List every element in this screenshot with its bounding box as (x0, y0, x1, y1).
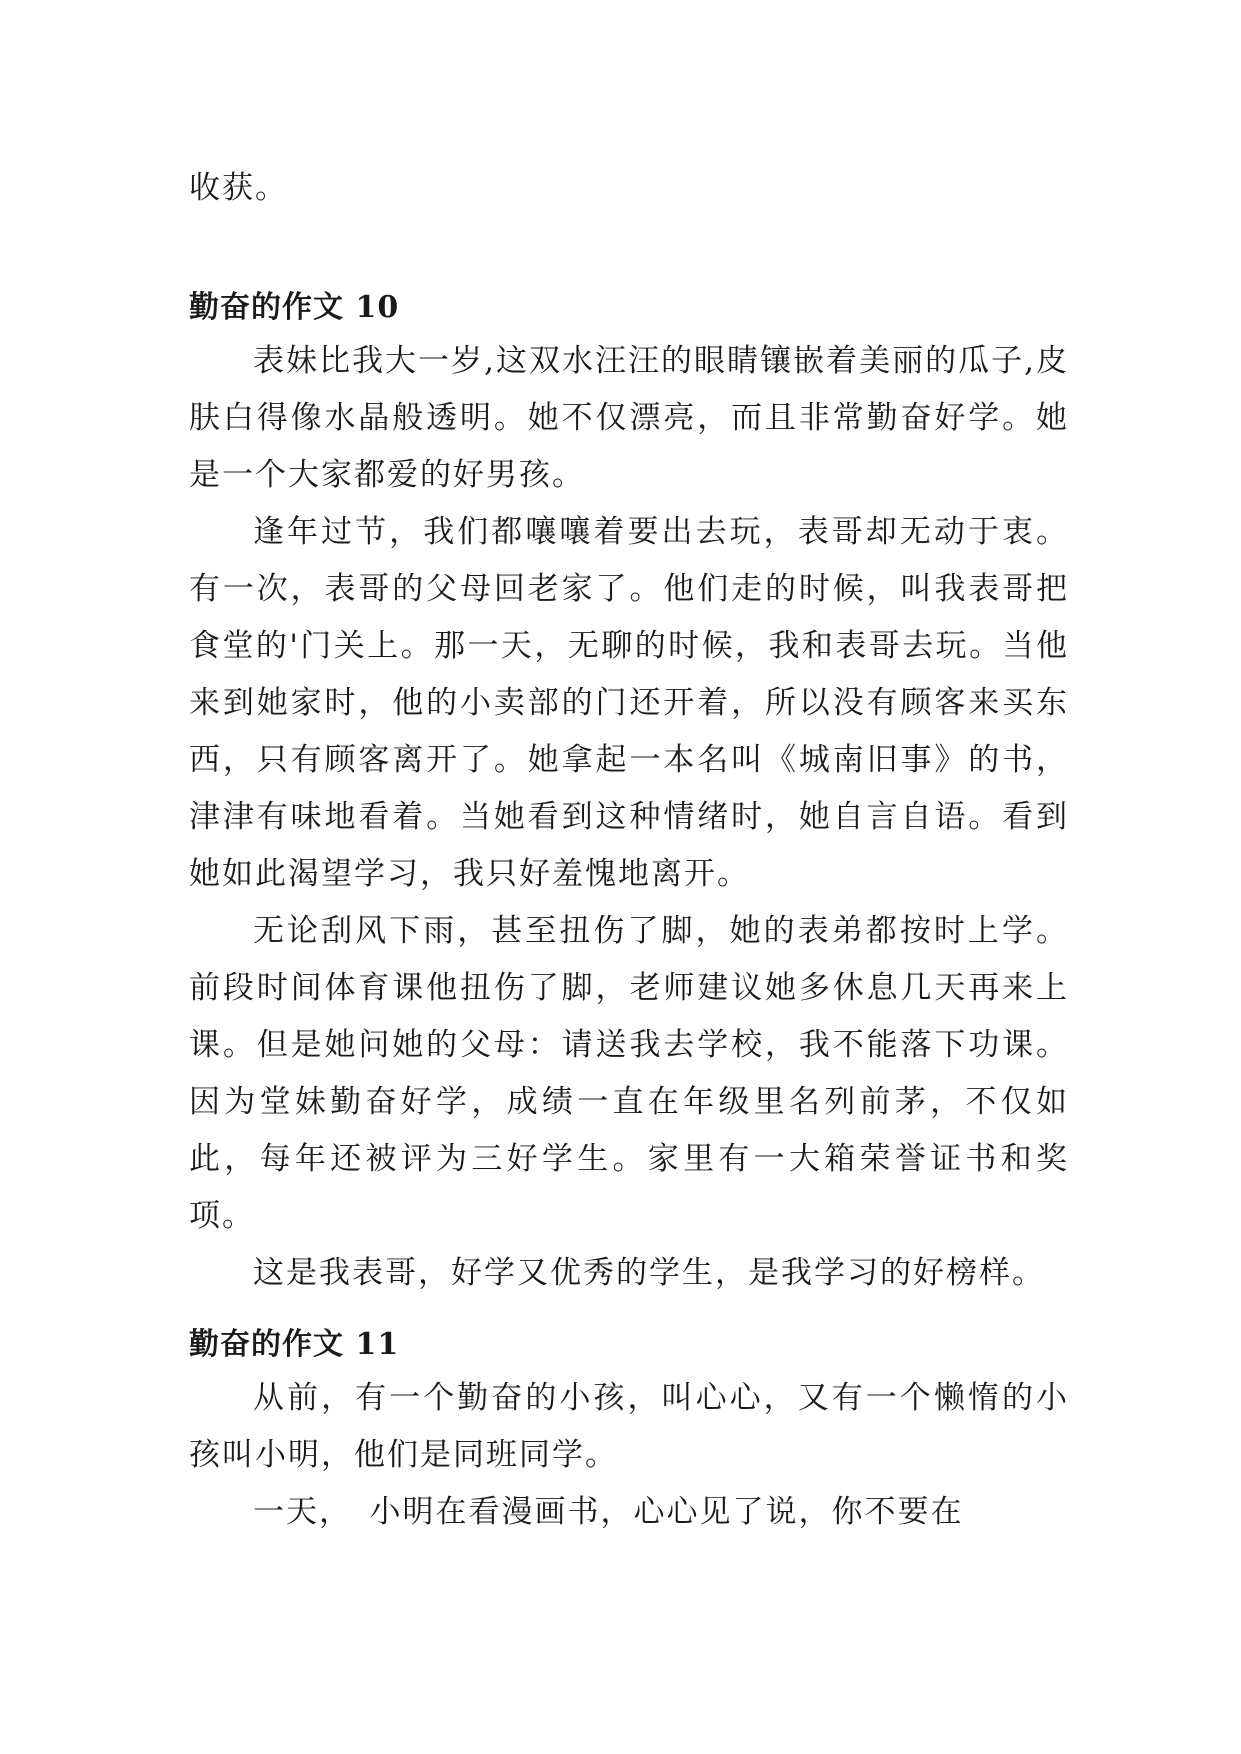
paragraph: 从前，有一个勤奋的小孩，叫心心，又有一个懒惰的小孩叫小明，他们是同班同学。 (189, 1380, 1069, 1473)
paragraph: 无论刮风下雨，甚至扭伤了脚，她的表弟都按时上学。前段时间体育课他扭伤了脚，老师建议她多休息几天再来上课。但是她问她的父母：请送我去学校，我不能落下功课。因为堂妹勤奋好学，成绩一直在年级里名列前茅，不仅如此，每年还被评为三好学生。家里有一大箱荣誉证书和奖项。 (189, 913, 1069, 1234)
lead-text-block (189, 160, 1069, 217)
paragraph: 这是我表哥，好学又优秀的学生，是我学习的好榜样。 (253, 1255, 1045, 1291)
lead-text: 收获。 (189, 170, 288, 206)
section-10-body (189, 333, 1069, 1302)
paragraph: 表妹比我大一岁,这双水汪汪的眼睛镶嵌着美丽的瓜子,皮肤白得像水晶般透明。她不仅漂亮，而且非常勤奋好学。她是一个大家都爱的好男孩。 (189, 343, 1069, 493)
section-heading: 勤奋的作文 11 (189, 1327, 400, 1362)
section-heading: 勤奋的作文 10 (189, 290, 400, 325)
paragraph: 一天， 小明在看漫画书，心心见了说，你不要在 (253, 1494, 964, 1530)
section-11-heading-block (189, 1325, 1069, 1365)
section-10-heading-block (189, 288, 1069, 328)
section-11-body (189, 1370, 1069, 1541)
paragraph: 逢年过节，我们都嚷嚷着要出去玩，表哥却无动于衷。有一次，表哥的父母回老家了。他们走的时候，叫我表哥把食堂的'门关上。那一天，无聊的时候，我和表哥去玩。当他来到她家时，他的小卖部的门还开着，所以没有顾客来买东西，只有顾客离开了。她拿起一本名叫《城南旧事》的书，津津有味地看着。当她看到这种情绪时，她自言自语。看到她如此渴望学习，我只好羞愧地离开。 (189, 514, 1069, 892)
